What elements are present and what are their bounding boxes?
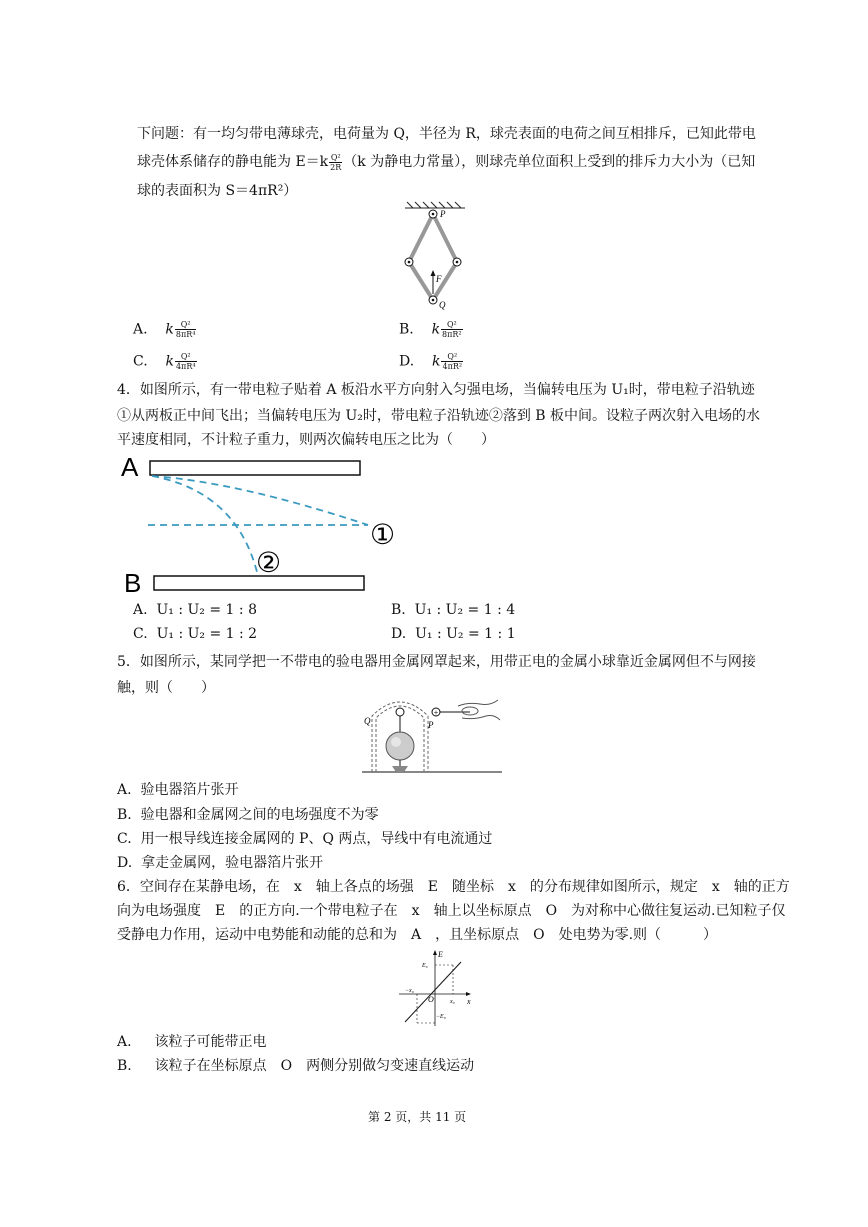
q5-option-b[interactable]: B. 验电器和金属网之间的电场强度不为零 (117, 807, 379, 823)
q3-option-d[interactable]: D. k $\frac{\text{Q²}}{\text{4πR²}}$ (399, 352, 463, 371)
q3-line-2 (137, 152, 755, 172)
q6-label-x0: x₀ (450, 999, 455, 1005)
q4-line-2: ①从两板正中间飞出；当偏转电压为 U₂时，带电粒子沿轨迹②落到 B 板中间。设粒子两次射入电场的水 (117, 408, 761, 424)
q5-electroscope-figure (362, 694, 504, 776)
q4-option-d[interactable]: D. U₁ : U₂ = 1 : 1 (391, 626, 516, 642)
q4-path-2-label: ② (256, 546, 282, 579)
svg-text:+: + (433, 709, 439, 717)
q4-line-3: 平速度相同，不计粒子重力，则两次偏转电压之比为（ ） (117, 432, 495, 448)
q3-option-c[interactable]: C. k $\frac{\text{Q²}}{\text{4πR⁴}}$ (133, 352, 196, 371)
q5-line-2: 触，则（ ） (117, 680, 215, 696)
q3-rhombus-figure (395, 200, 475, 312)
q3-line-3: 球的表面积为 S＝4πR²） (137, 183, 298, 199)
q4-plates-figure (118, 452, 418, 597)
q6-line-1: 6．空间存在某静电场，在 x 轴上各点的场强 E 随坐标 x 的分布规律如图所示，规定 x 轴的正方 (117, 879, 790, 895)
q6-line-2: 向为电场强度 E 的正方向.一个带电粒子在 x 轴上以坐标原点 O 为对称中心做往复运动.已知粒子仅 (117, 903, 786, 919)
q5-label-q: Q (364, 716, 371, 726)
q3-label-f: F (436, 274, 442, 284)
q3-line-2-a: 球壳体系储存的静电能为 E＝k (137, 154, 329, 170)
q4-option-a[interactable]: A. U₁ : U₂ = 1 : 8 (133, 602, 257, 618)
q6-label-neg-x0: −x₀ (405, 988, 414, 994)
q5-option-a[interactable]: A. 验电器箔片张开 (117, 782, 239, 798)
q4-path-1-label: ① (370, 518, 396, 551)
q3-energy-fraction: $\frac{\text{Q²}}{2R}$ (330, 152, 342, 172)
q3-label-p: P (440, 209, 446, 219)
q4-option-c[interactable]: C. U₁ : U₂ = 1 : 2 (133, 626, 258, 642)
q5-line-1: 5．如图所示，某同学把一不带电的验电器用金属网罩起来，用带正电的金属小球靠近金属网但不与网接 (117, 654, 756, 670)
q3-line-1: 下问题：有一均匀带电薄球壳，电荷量为 Q，半径为 R，球壳表面的电荷之间互相排斥，已知此带电 (137, 126, 756, 142)
page-footer: 第 2 页，共 11 页 (368, 1110, 467, 1124)
q6-label-neg-e0: −E₀ (436, 1014, 446, 1020)
q4-line-1: 4．如图所示，有一带电粒子贴着 A 板沿水平方向射入匀强电场，当偏转电压为 U₁时，带电粒子沿轨迹 (117, 382, 755, 398)
q6-field-graph (395, 948, 475, 1028)
q6-option-b[interactable]: B. 该粒子在坐标原点 O 两侧分别做匀变速直线运动 (117, 1058, 475, 1074)
q6-label-o: O (428, 995, 434, 1004)
q6-label-x: x (467, 997, 471, 1006)
q6-label-e: E (438, 950, 443, 959)
q4-plate-b-label: B (124, 568, 142, 598)
q4-plate-a-label: A (121, 452, 139, 482)
q6-label-e0: E₀ (422, 963, 428, 969)
q6-option-a[interactable]: A. 该粒子可能带正电 (117, 1034, 267, 1050)
q4-option-b[interactable]: B. U₁ : U₂ = 1 : 4 (391, 602, 516, 618)
q5-label-p: P (428, 720, 434, 730)
q3-line-2-b: （k 为静电力常量），则球壳单位面积上受到的排斥力大小为（已知 (343, 154, 756, 170)
q6-line-3: 受静电力作用，运动中电势能和动能的总和为 A ，且坐标原点 O 处电势为零.则（ ） (117, 927, 718, 943)
q5-option-c[interactable]: C. 用一根导线连接金属网的 P、Q 两点，导线中有电流通过 (117, 831, 493, 847)
q5-option-d[interactable]: D. 拿走金属网，验电器箔片张开 (117, 855, 324, 871)
q3-option-a[interactable]: A. k $\frac{\text{Q²}}{\text{8πR⁴}}$ (133, 320, 196, 339)
q3-label-q: Q (439, 300, 446, 310)
q3-option-b[interactable]: B. k $\frac{\text{Q²}}{\text{8πR²}}$ (399, 320, 462, 339)
